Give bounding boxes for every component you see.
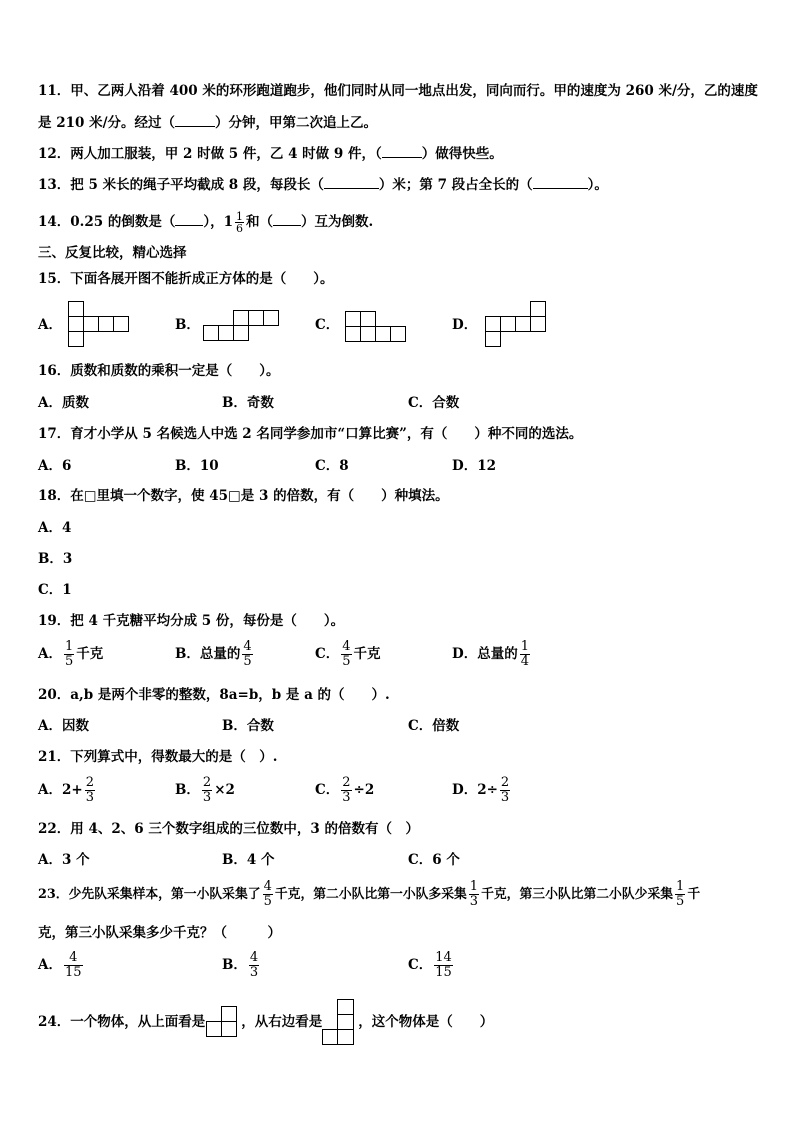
q18-option-a[interactable]: A．4	[38, 520, 72, 536]
q23-line2: 克，第三小队采集多少千克？（ ）	[38, 925, 281, 941]
q14: 14．0.25 的倒数是（ ），1 $\frac{1}{6}$ 和（ ）互为倒数.	[38, 210, 374, 235]
cube-net-a-figure	[68, 300, 132, 348]
q21-option-d[interactable]: D．2÷ $\frac{2}{3}$	[452, 775, 510, 805]
q11-line1: 11．甲、乙两人沿着 400 米的环形跑道跑步，他们同时从同一地点出发，同向而行。甲的速度为 260 米/分，乙的速度	[38, 83, 758, 99]
cube-net-b-figure	[203, 309, 283, 343]
answer-blank[interactable]	[533, 188, 588, 189]
fraction: $\frac{2}{3}$	[85, 775, 94, 805]
q16-stem: 16．质数和质数的乘积一定是（ ）。	[38, 363, 280, 379]
q23-option-a[interactable]: A． $\frac{4}{15}$	[38, 950, 82, 980]
q12: 12．两人加工服装，甲 2 时做 5 件，乙 4 时做 9 件，（ ）做得快些。	[38, 146, 503, 162]
q18-stem: 18．在□里填一个数字，使 45□是 3 的倍数，有（ ）种填法。	[38, 488, 449, 504]
q21-option-c[interactable]: C． $\frac{2}{3}$ ÷2	[315, 775, 375, 805]
q18-option-c[interactable]: C．1	[38, 582, 72, 598]
q20-option-c[interactable]: C．倍数	[408, 718, 460, 734]
fraction: $\frac{4}{5}$	[243, 639, 252, 669]
q22-option-a[interactable]: A．3 个	[38, 852, 90, 868]
fraction: $\frac{1}{3}$	[469, 879, 479, 909]
q23-option-b[interactable]: B． $\frac{4}{3}$	[222, 950, 259, 980]
q20-stem: 20．a,b 是两个非零的整数，8a=b，b 是 a 的（ ）.	[38, 687, 390, 703]
fraction: $\frac{2}{3}$	[202, 775, 212, 805]
fraction: $\frac{14}{15}$	[435, 950, 452, 980]
fraction: $\frac{2}{3}$	[500, 775, 510, 805]
q21-stem: 21．下列算式中，得数最大的是（ ）.	[38, 749, 278, 765]
q22-stem: 22．用 4、2、6 三个数字组成的三位数中，3 的倍数有（ ）	[38, 821, 419, 837]
fraction: $\frac{4}{15}$	[64, 950, 82, 980]
q15-option-a[interactable]: A．	[38, 317, 62, 333]
fraction: $\frac{4}{3}$	[249, 950, 259, 980]
fraction: $\frac{1}{4}$	[520, 639, 529, 669]
q16-option-a[interactable]: A．质数	[38, 395, 89, 411]
q22-option-c[interactable]: C．6 个	[408, 852, 460, 868]
q23-line1: 23．少先队采集样本，第一小队采集了 $\frac{4}{5}$ 千克，第二小队比第一小队多采集 $\frac{1}{3}$ 千克，第三小队比第二小队少采集 $\frac{1}{5}$ 千	[38, 879, 701, 909]
q17-option-a[interactable]: A．6	[38, 458, 72, 474]
fraction: $\frac{1}{5}$	[64, 639, 74, 669]
top-view-figure	[206, 1005, 240, 1041]
q17-option-b[interactable]: B．10	[175, 458, 219, 474]
right-view-figure	[322, 998, 358, 1048]
q19-option-d[interactable]: D．总量的 $\frac{1}{4}$	[452, 639, 529, 669]
q19-option-b[interactable]: B．总量的 $\frac{4}{5}$	[175, 639, 252, 669]
fraction: $\frac{4}{5}$	[342, 639, 351, 669]
q20-option-a[interactable]: A．因数	[38, 718, 89, 734]
q21-option-b[interactable]: B． $\frac{2}{3}$ ×2	[175, 775, 235, 805]
cube-net-c-figure	[345, 310, 409, 344]
answer-blank[interactable]	[324, 188, 379, 189]
answer-blank[interactable]	[175, 126, 215, 127]
q23-option-c[interactable]: C． $\frac{14}{15}$	[408, 950, 452, 980]
q19-stem: 19．把 4 千克糖平均分成 5 份，每份是（ ）。	[38, 613, 345, 629]
q15-option-b[interactable]: B．	[175, 317, 200, 333]
q21-option-a[interactable]: A．2+ $\frac{2}{3}$	[38, 775, 94, 805]
q15-option-c[interactable]: C．	[315, 317, 340, 333]
q24: 24．一个物体，从上面看是 ，从右边看是 ，这个物体是（ ）	[38, 1014, 494, 1030]
q19-option-c[interactable]: C． $\frac{4}{5}$ 千克	[315, 639, 381, 669]
q19-option-a[interactable]: A． $\frac{1}{5}$ 千克	[38, 639, 104, 669]
q11-line2: 是 210 米/分。经过（ ）分钟，甲第二次追上乙。	[38, 115, 378, 131]
q22-option-b[interactable]: B．4 个	[222, 852, 275, 868]
q15-option-d[interactable]: D．	[452, 317, 478, 333]
q15-stem: 15．下面各展开图不能折成正方体的是（ ）。	[38, 271, 334, 287]
q18-option-b[interactable]: B．3	[38, 551, 73, 567]
q16-option-c[interactable]: C．合数	[408, 395, 460, 411]
q16-option-b[interactable]: B．奇数	[222, 395, 274, 411]
fraction: $\frac{1}{6}$	[236, 210, 244, 235]
cube-net-d-figure	[485, 300, 549, 348]
fraction: $\frac{4}{5}$	[263, 879, 272, 909]
q13: 13．把 5 米长的绳子平均截成 8 段，每段长（ ）米；第 7 段占全长的（ ）。	[38, 177, 608, 193]
section-heading: 三、反复比较，精心选择	[38, 245, 187, 261]
answer-blank[interactable]	[175, 225, 203, 226]
q17-stem: 17．育才小学从 5 名候选人中选 2 名同学参加市“口算比赛”，有（ ）种不同的选法。	[38, 426, 583, 442]
answer-blank[interactable]	[382, 157, 422, 158]
q17-option-d[interactable]: D．12	[452, 458, 496, 474]
q20-option-b[interactable]: B．合数	[222, 718, 274, 734]
answer-blank[interactable]	[273, 225, 301, 226]
q17-option-c[interactable]: C．8	[315, 458, 349, 474]
fraction: $\frac{2}{3}$	[342, 775, 351, 805]
fraction: $\frac{1}{5}$	[676, 879, 685, 909]
